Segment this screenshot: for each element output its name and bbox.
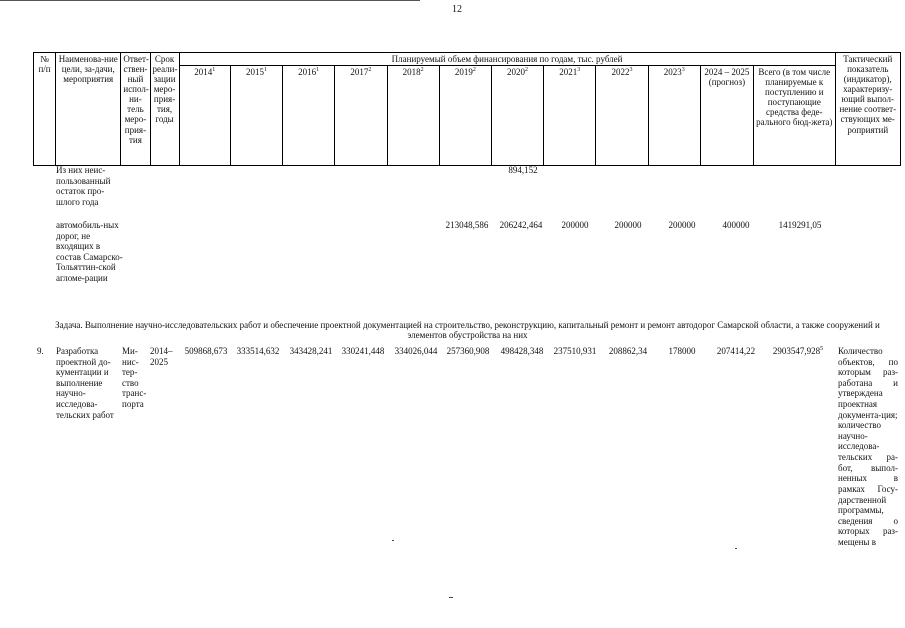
item9-responsible: Ми-нис-тер-ство транс-порта xyxy=(122,346,147,410)
item9-term: 2014– 2025 xyxy=(150,346,173,367)
roads-value-2021: 200000 xyxy=(561,220,589,230)
remainder-2020-value: 894,152 xyxy=(508,165,538,175)
item9-value-2017: 330241,448 xyxy=(341,346,385,356)
col-responsible: Ответ-ствен-ный испол-ни-тель меро-прия-тия xyxy=(121,53,150,166)
item9-value-2021: 237510,931 xyxy=(553,346,597,356)
item9-value-2016: 343428,241 xyxy=(289,346,333,356)
year-header: 2018$^2$ xyxy=(387,66,439,166)
year-header: 2017$^2$ xyxy=(335,66,387,166)
forecast-header: 2024 – 2025 (прогноз) xyxy=(700,66,753,166)
year-header: 2016$^1$ xyxy=(283,66,335,166)
roads-value-total: 1419291,05 xyxy=(778,220,822,230)
col-term: Срок реали-зации меро-прия-тия, годы xyxy=(150,53,179,166)
item9-indicator: Количество объектов, по которым раз-работана и утверждена проектная документа-ция; количество научно-исследова-тельских ра-бот, выпол-ненных в рамках Госу-дарственной программы, сведения о которых раз-мещены в xyxy=(838,346,898,547)
roads-value-2023: 200000 xyxy=(668,220,696,230)
financing-table-header xyxy=(33,52,901,166)
total-header: Всего (в том числе планируемые к поступлению и поступающие средства феде-рального бюд-жета) xyxy=(754,66,835,166)
roads-value-2020: 206242,464 xyxy=(499,220,543,230)
page-number: 12 xyxy=(452,4,462,15)
item9-value-forecast: 207414,22 xyxy=(716,346,756,356)
year-header: 2023$^3$ xyxy=(648,66,700,166)
roads-label: автомобиль-ных дорог, не входящих в состав Самарско-Тольяттин-ской агломе-рации xyxy=(56,220,123,284)
remainder-label: Из них неис-пользованный остаток про-шлого года xyxy=(56,165,111,207)
item9-value-2015: 333514,632 xyxy=(236,346,280,356)
year-header: 2014$^1$ xyxy=(179,66,230,166)
col-indicator: Тактический показатель (индикатор), характеризу-ющий выпол-нение соответ-ствующих ме-роприятий xyxy=(835,53,900,166)
item9-name: Разработка проектной до-кументации и выполнение научно-исследова-тельских работ xyxy=(56,346,114,420)
item9-value-2014: 509868,673 xyxy=(184,346,228,356)
roads-value-2019: 213048,586 xyxy=(445,220,489,230)
item9-number: 9. xyxy=(37,346,44,356)
year-header: 2021$^3$ xyxy=(544,66,596,166)
item9-value-2023: 178000 xyxy=(668,346,696,356)
task-heading: Задача. Выполнение научно-исследовательских работ и обеспечение проектной документацией на строительство, реконструкцию, капитальный ремонт и ремонт автодорог Самарской области, а также сооружений и элементов обустройства на них xyxy=(55,320,880,341)
item9-value-2020: 498428,348 xyxy=(500,346,544,356)
roads-value-2022: 200000 xyxy=(614,220,642,230)
scan-speck xyxy=(392,540,394,541)
scan-speck xyxy=(449,597,453,598)
item9-total: 2903547,928$^5$ xyxy=(772,346,824,356)
year-header: 2019$^2$ xyxy=(439,66,491,166)
col-name: Наименова-ние цели, за-дачи, мероприятия xyxy=(56,53,121,166)
year-header: 2022$^3$ xyxy=(596,66,648,166)
top-rule xyxy=(0,0,420,1)
roads-value-forecast: 400000 xyxy=(722,220,750,230)
col-plan-title: Планируемый объем финансирования по годам, тыс. рублей xyxy=(179,53,835,66)
item9-value-2022: 208862,34 xyxy=(608,346,648,356)
year-header: 2015$^1$ xyxy=(230,66,282,166)
item9-value-2018: 334026,044 xyxy=(394,346,438,356)
item9-value-2019: 257360,908 xyxy=(446,346,490,356)
year-header: 2020$^2$ xyxy=(491,66,543,166)
scan-speck xyxy=(735,548,737,549)
col-num: № п/п xyxy=(34,53,56,166)
